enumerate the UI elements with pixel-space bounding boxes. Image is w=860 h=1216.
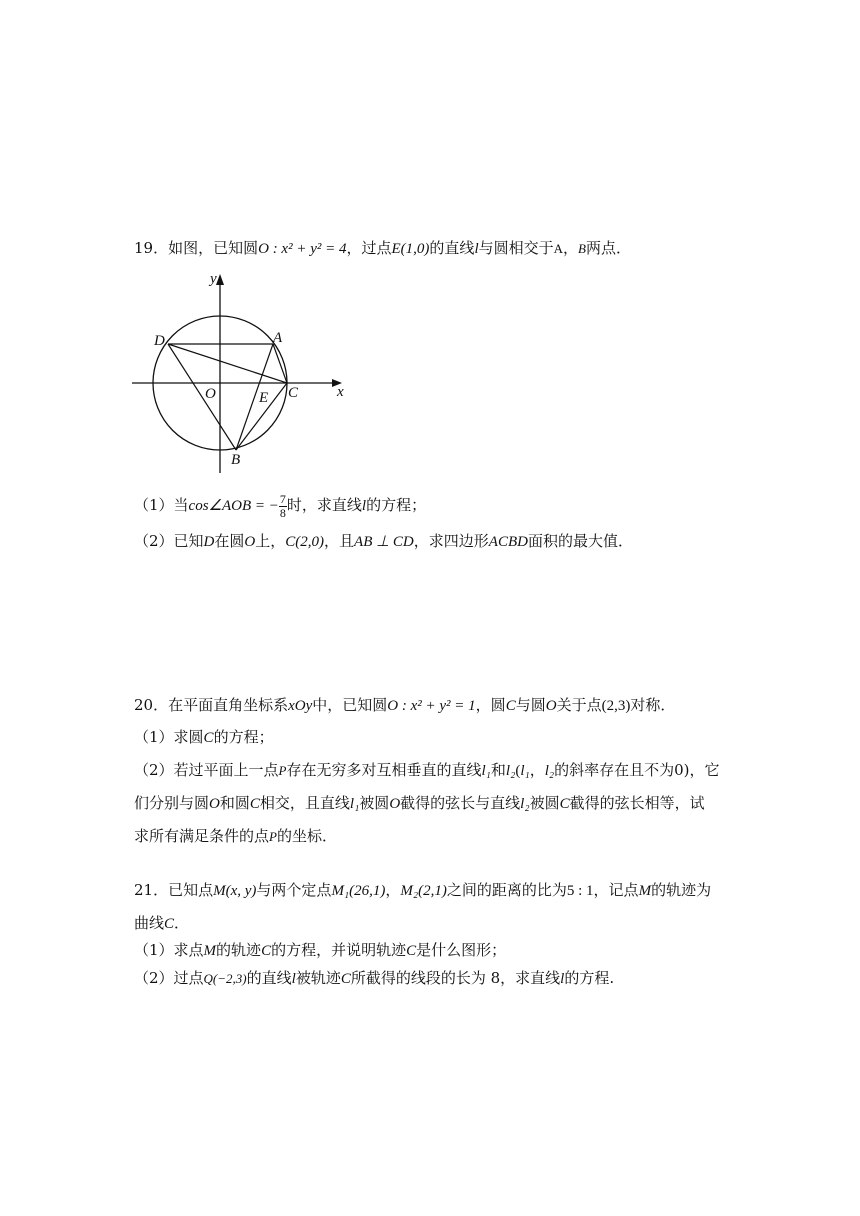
q21-part2: （2）过点Q(−2,3)的直线l被轨迹C所截得的线段的长为 8，求直线l的方程. — [134, 969, 615, 987]
segment-ac — [273, 344, 287, 383]
segment-dc — [168, 344, 287, 383]
q19-number: 19． — [134, 239, 169, 257]
label-e: E — [259, 390, 269, 406]
segment-db — [168, 344, 236, 450]
q19-circle-equation: O : x² + y² = 4 — [258, 241, 347, 257]
q21-stem-line2: 曲线C． — [134, 914, 190, 932]
q19-cos-expression: cos∠AOB = − — [188, 498, 279, 514]
q20-part2-line1: （2）若过平面上一点P存在无穷多对互相垂直的直线l₁和l₂(l₁，l₂的斜率存在且不为0)，它 — [134, 761, 720, 779]
label-a: A — [273, 330, 283, 346]
q20-stem: 20．在平面直角坐标系xOy中，已知圆O : x² + y² = 1，圆C与圆O关于点(2,3)对称． — [134, 696, 676, 714]
q20-part1: （1）求圆C的方程； — [134, 728, 274, 746]
q19-part1: （1）当cos∠AOB = − $\frac{7}{8}$ 时，求直线l的方程； — [134, 491, 427, 520]
label-y: y — [210, 271, 217, 287]
q20-part2-line2: 们分别与圆O和圆C相交，且直线l₁被圆O截得的弦长与直线l₂被圆C截得的弦长相等，试 — [134, 794, 705, 812]
q19-fraction: $\frac{7}{8}$ — [279, 491, 286, 520]
q19-figure — [130, 268, 355, 478]
label-c: C — [288, 385, 299, 401]
label-d: D — [154, 333, 165, 349]
label-o: O — [205, 386, 216, 402]
q19-stem: 19．如图，已知圆O : x² + y² = 4，过点E(1,0)的直线l与圆相交于A，B两点． — [134, 239, 631, 257]
q20-part2-line3: 求所有满足条件的点P的坐标． — [134, 827, 337, 845]
q21-part1: （1）求点M的轨迹C的方程，并说明轨迹C是什么图形； — [134, 941, 507, 959]
label-b: B — [231, 452, 241, 468]
q19-point-e: E(1,0) — [391, 241, 430, 257]
q20-circle-equation: O : x² + y² = 1 — [387, 698, 476, 714]
label-x: x — [337, 384, 344, 400]
q21-number: 21． — [134, 881, 169, 899]
q20-number: 20． — [134, 696, 169, 714]
q19-part2: （2）已知D在圆O上，C(2,0)，且AB ⊥ CD，求四边形ACBD面积的最大值． — [134, 532, 633, 550]
q21-stem: 21．已知点M(x, y)与两个定点M₁(26,1)，M₂(2,1)之间的距离的比为5 : 1，记点M的轨迹为 — [134, 881, 712, 899]
y-axis-arrow-icon — [216, 274, 224, 285]
